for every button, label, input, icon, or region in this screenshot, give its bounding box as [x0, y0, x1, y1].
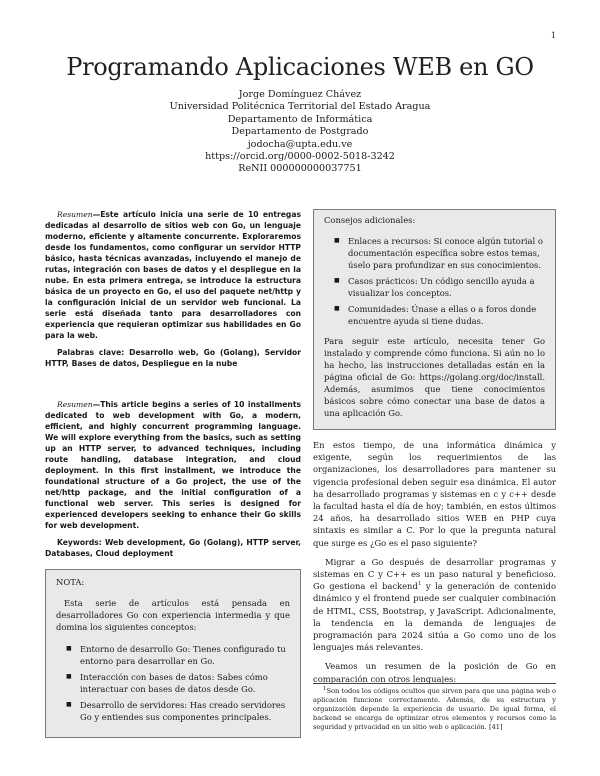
abstract-es — [45, 209, 301, 341]
list-item: ■ Entorno de desarrollo Go: Tienes configurado tu entorno para desarrollar en Go. — [80, 643, 290, 667]
list-item: ■ Interacción con bases de datos: Sabes cómo interactuar con bases de datos desde Go. — [80, 671, 290, 695]
keywords-es: Palabras clave: Desarrollo web, Go (Golang), Servidor HTTP, Bases de datos, Despliegue en la nube — [45, 348, 301, 368]
author-name: Jorge Domínguez Chávez — [238, 89, 362, 100]
body-paragraph: En estos tiempo, de una informática dinámica y exigente, según los requerimientos de las organizaciones, los desarrolladores para mantener su vigencia profesional deben seguir esa dinámica. El autor ha desarrollado programas y sistemas en c y c++ desde la facultad hasta el día de hoy; también, en estos últimos 24 años, ha desarrollado sitios WEB en PHP cuya sintaxis es similar a C. Por lo que la pregunta natural que surge es ¿Go es el paso siguiente? — [313, 440, 556, 548]
body-paragraph: Veamos un resumen de la posición de Go en comparación con otros lenguajes: — [313, 661, 556, 684]
footnote-mark: 1 — [323, 685, 327, 692]
author-block — [0, 89, 600, 176]
author-department: Departamento de Informática — [227, 113, 373, 125]
consejos-list — [324, 235, 545, 327]
footnote — [313, 683, 556, 732]
abstract-text: —Este artículo inicia una serie de 10 entregas dedicadas al desarrollo de sitios web con Go, un lenguaje moderno, eficiente y altamente concurrente. Exploraremos desde los fundamentos, como configurar un servidor HTTP básico, hasta técnicas avanzadas, incluyendo el manejo de rutas, integración con bases de datos y el despliegue en la nube. En esta primera entrega, se introduce la estructura básica de un proyecto en Go, el uso del paquete net/http y la configuración inicial de un servidor web funcional. La serie está diseñada tanto para desarrolladores con experiencia que requieran optimizar sus habilidades en Go para la web. — [45, 210, 301, 340]
body-text: y la generación de contenido dinámico y el frontend puede ser cualquier combinación de HTML, CSS, Bootstrap, y JavaScript. Adicionalmente, la tendencia en la demanda de lenguajes de programación para 2024 sitúa a Go como uno de los lenguajes más relevantes. — [313, 581, 556, 653]
list-item: ■ Enlaces a recursos: Si conoce algún tutorial o documentación específica sobre estos temas, úselo para profundizar en sus conocimientos. — [348, 235, 545, 271]
nota-intro: Esta serie de artículos está pensada en desarrolladores Go con experiencia intermedia y que domina los siguientes conceptos: — [56, 598, 290, 632]
consejos-heading: Consejos adicionales: — [324, 215, 416, 225]
list-item: ■ Casos prácticos: Un código sencillo ayuda a visualizar los conceptos. — [348, 275, 545, 299]
page-number: 1 — [550, 31, 556, 40]
abstract-text: —This article begins a series of 10 installments dedicated to web development with Go, a modern, efficient, and highly concurrent programming language. We will explore everything from the basics, such as setting up an HTTP server, to advanced techniques, including route handling, database integration, and cloud deployment. In this first installment, we introduce the foundational structure of a Go project, the use of the net/http package, and the initial configuration of a functional web server. This series is designed for experienced developers seeking to enhance their Go skills for web development. — [45, 400, 301, 530]
body-paragraph — [313, 556, 556, 654]
author-affiliation: Universidad Politécnica Territorial del Estado Aragua — [169, 101, 431, 113]
body-text: Migrar a Go después de desarrollar programas y sistemas en C y C++ es un paso natural y beneficioso. Go gestiona el backend — [313, 556, 556, 592]
abstract-en — [45, 399, 301, 531]
consejos-paragraph: Para seguir este artículo, necesita tener Go instalado y comprende cómo funciona. Si aún no lo ha hecho, las instrucciones detalladas están en la página oficial de Go: https://golang.org/doc/install. Además, asumimos que tiene conocimientos básicos sobre cómo conectar una base de datos a una aplicación Go. — [324, 336, 545, 418]
author-department: Departamento de Postgrado — [231, 126, 369, 138]
footnote-ref[interactable]: 1 — [417, 581, 422, 588]
author-renii: ReNII 000000000037751 — [238, 163, 362, 175]
abstract-label: Resumen — [57, 400, 93, 409]
paper-title: Programando Aplicaciones WEB en GO — [66, 53, 534, 81]
list-item: ■ Desarrollo de servidores: Has creado servidores Go y entiendes sus componentes principales. — [80, 699, 290, 723]
consejos-box — [313, 209, 556, 430]
keywords-en: Keywords: Web development, Go (Golang), HTTP server, Databases, Cloud deployment — [45, 538, 301, 558]
footnote-text — [313, 687, 556, 732]
author-email: jodocha@upta.edu.ve — [247, 138, 353, 150]
footnote-body: Son todos los códigos ocultos que sirven para que una página web o aplicación funcione correctamente. Además, de su estructura y organización depende la experiencia de usuario. De igual forma, el backend se encarga de optimizar otros elementos y recursos como la seguridad y privacidad en un sitio web o aplicación. [41] — [313, 687, 556, 731]
right-column — [313, 209, 556, 685]
list-item: ■ Comunidades: Únase a ellas o a foros donde encuentre ayuda si tiene dudas. — [348, 303, 545, 327]
left-column — [45, 209, 301, 738]
nota-list — [56, 643, 290, 723]
abstract-label: Resumen — [57, 210, 93, 219]
nota-box — [45, 569, 301, 738]
author-orcid: https://orcid.org/0000-0002-5018-3242 — [205, 151, 395, 163]
nota-heading: NOTA: — [56, 577, 85, 587]
